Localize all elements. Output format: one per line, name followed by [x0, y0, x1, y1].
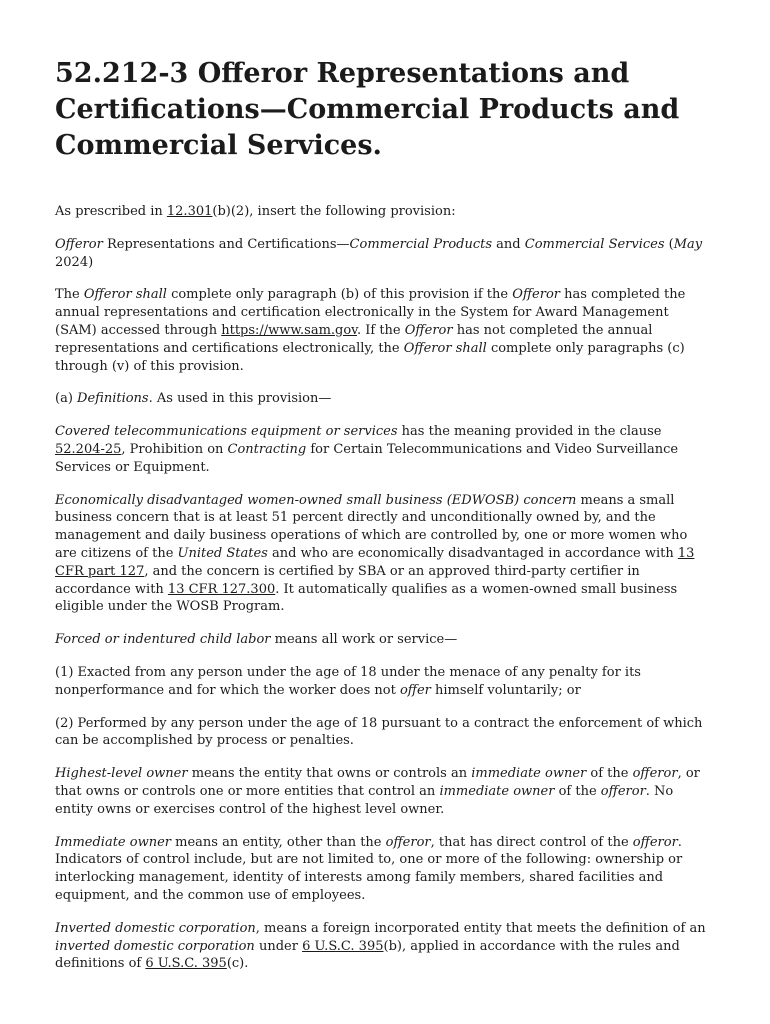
definition-immediate-owner: Immediate owner means an entity, other than the offeror, that has direct control of the offeror. Indicators of control include, but are not limited to, one or more of the following: ownership or interlocking management, identity of interests among family members, shared facilities and equipment, and the common use of employees. [55, 834, 683, 903]
link-6-usc-395-c[interactable]: 6 U.S.C. 395 [145, 956, 227, 972]
definitions-heading: (a) Definitions. As used in this provision— [55, 391, 332, 407]
forced-labor-item-1: (1) Exacted from any person under the age of 18 under the menace of any penalty for its nonperformance and for which the worker does not offer himself voluntarily; or [55, 664, 641, 698]
definition-forced-child-labor: Forced or indentured child labor means all work or service— [55, 632, 458, 648]
definition-inverted-domestic-corporation: Inverted domestic corporation, means a foreign incorporated entity that meets the definition of an inverted domestic corporation under 6 U.S.C. 395(b), applied in accordance with the rules and definitions of 6 U.S.C. 395(c). [55, 920, 706, 972]
intro-paragraph: As prescribed in 12.301(b)(2), insert the following provision: [55, 204, 456, 219]
definition-edwosb: Economically disadvantaged women-owned small business (EDWOSB) concern means a small business concern that is at least 51 percent directly and unconditionally owned by, and the management and daily business operations of which are controlled by, one or more women who are citizens of the United States and who are economically disadvantaged in accordance with 13 CFR part 127, and the concern is certified by SBA or an approved third-party certifier in accordance with 13 CFR 127.300. It automatically qualifies as a women-owned small business eligible under the WOSB Program. [55, 492, 695, 615]
link-12-301[interactable]: 12.301 [166, 204, 213, 219]
link-sam-gov[interactable]: https://www.sam.gov [221, 322, 357, 338]
provision-title: Offeror Representations and Certifications—Commercial Products and Commercial Services (May 2024) [55, 236, 703, 270]
definition-highest-level-owner: Highest-level owner means the entity that owns or controls an immediate owner of the offeror, or that owns or controls one or more entities that control an immediate owner of the offeror. No entity owns or exercises control of the highest level owner. [55, 766, 700, 817]
link-52-204-25[interactable]: 52.204-25 [55, 441, 122, 457]
link-13-cfr-127-300[interactable]: 13 CFR 127.300 [167, 581, 276, 597]
page-title: 52.212-3 Offeror Representations and Certifications—Commercial Products and Commercial Services. [55, 58, 680, 161]
link-13-cfr-part-127[interactable]: 13 CFR part 127 [55, 545, 695, 579]
definition-covered-telecom: Covered telecommunications equipment or services has the meaning provided in the clause 52.204-25, Prohibition on Contracting for Certain Telecommunications and Video Surveillance Services or Equipment. [55, 424, 679, 475]
forced-labor-item-2: (2) Performed by any person under the age of 18 pursuant to a contract the enforcement of which can be accomplished by process or penalties. [55, 715, 703, 749]
offeror-instructions-paragraph: The Offeror shall complete only paragraph (b) of this provision if the Offeror has completed the annual representations and certification electronically in the System for Award Management (SAM) accessed through https://www.sam.gov. If the Offeror has not completed the annual representations and certifications electronically, the Offeror shall complete only paragraphs (c) through (v) of this provision. [55, 287, 686, 374]
link-6-usc-395-b[interactable]: 6 U.S.C. 395 [302, 938, 384, 954]
